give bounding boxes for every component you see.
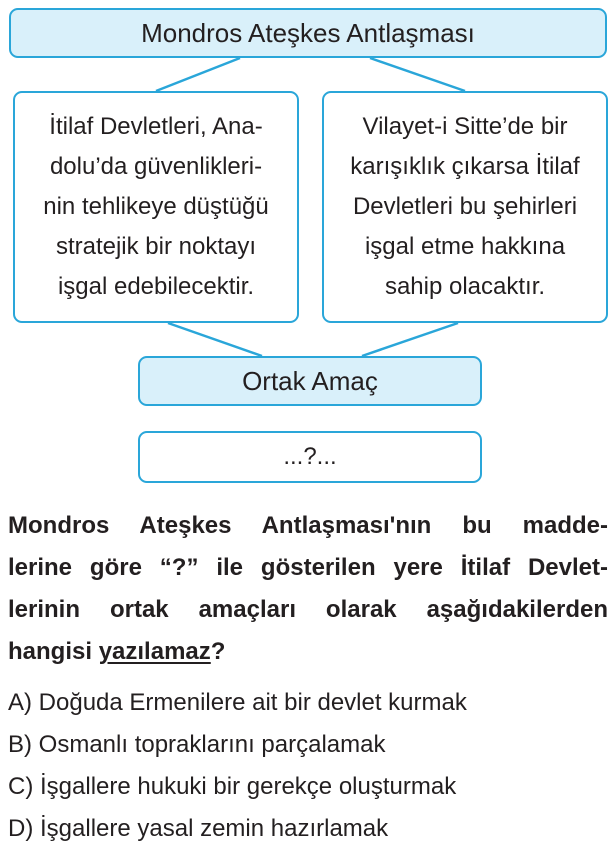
common-goal-label: Ortak Amaç	[242, 365, 378, 396]
right-clause-line: karışıklık çıkarsa İtilaf	[350, 153, 580, 180]
option-letter: A)	[8, 689, 32, 716]
left-clause-line: nin tehlikeye düştüğü	[43, 193, 269, 220]
answer-placeholder-text: ...?...	[283, 443, 337, 470]
connector-title-to-right	[370, 58, 465, 91]
answer-options	[8, 682, 608, 850]
common-goal-box	[138, 356, 482, 406]
question-line-last	[8, 631, 608, 673]
right-clause-line: sahip olacaktır.	[384, 273, 546, 300]
right-clause-line: işgal etme hakkına	[364, 233, 566, 260]
left-clause-box	[13, 91, 299, 323]
option-letter: C)	[8, 773, 34, 800]
option-text: Doğuda Ermenilere ait bir devlet kurmak	[38, 689, 467, 716]
right-clause-line: Vilayet-i Sitte’de bir	[362, 113, 568, 140]
option-text: İşgallere yasal zemin hazırlamak	[40, 815, 389, 842]
option-text: İşgallere hukuki bir gerekçe oluşturmak	[40, 773, 457, 800]
right-clause-line: Devletleri bu şehirleri	[352, 193, 578, 220]
connector-title-to-left	[156, 58, 240, 91]
left-clause-line: İtilaf Devletleri, Ana-	[49, 113, 263, 140]
title-box	[9, 8, 607, 58]
question-prefix: hangisi	[8, 638, 99, 665]
option-letter: D)	[8, 815, 34, 842]
left-clause-line: stratejik bir noktayı	[55, 233, 257, 260]
question-line: Mondros Ateşkes Antlaşması'nın bu madde-	[8, 512, 608, 539]
question-line: lerine göre “?” ile gösterilen yere İtilaf Devlet-	[8, 554, 608, 581]
answer-placeholder-box	[138, 431, 482, 483]
connector-right-to-common	[362, 323, 458, 356]
right-clause-text	[350, 107, 579, 307]
right-clause-box	[322, 91, 608, 323]
question-stem	[8, 505, 608, 673]
left-clause-line: işgal edebilecektir.	[57, 273, 255, 300]
option-b[interactable]	[8, 724, 608, 766]
option-d[interactable]	[8, 808, 608, 850]
option-letter: B)	[8, 731, 32, 758]
option-a[interactable]	[8, 682, 608, 724]
title-text: Mondros Ateşkes Antlaşması	[141, 17, 475, 48]
question-line: lerinin ortak amaçları olarak aşağıdakilerden	[8, 596, 608, 623]
left-clause-line: dolu’da güvenlikleri-	[49, 153, 263, 180]
question-emphasis: yazılamaz	[98, 638, 211, 665]
question-suffix: ?	[210, 638, 226, 665]
left-clause-text	[43, 107, 269, 307]
option-c[interactable]	[8, 766, 608, 808]
option-text: Osmanlı topraklarını parçalamak	[38, 731, 386, 758]
connector-left-to-common	[168, 323, 262, 356]
